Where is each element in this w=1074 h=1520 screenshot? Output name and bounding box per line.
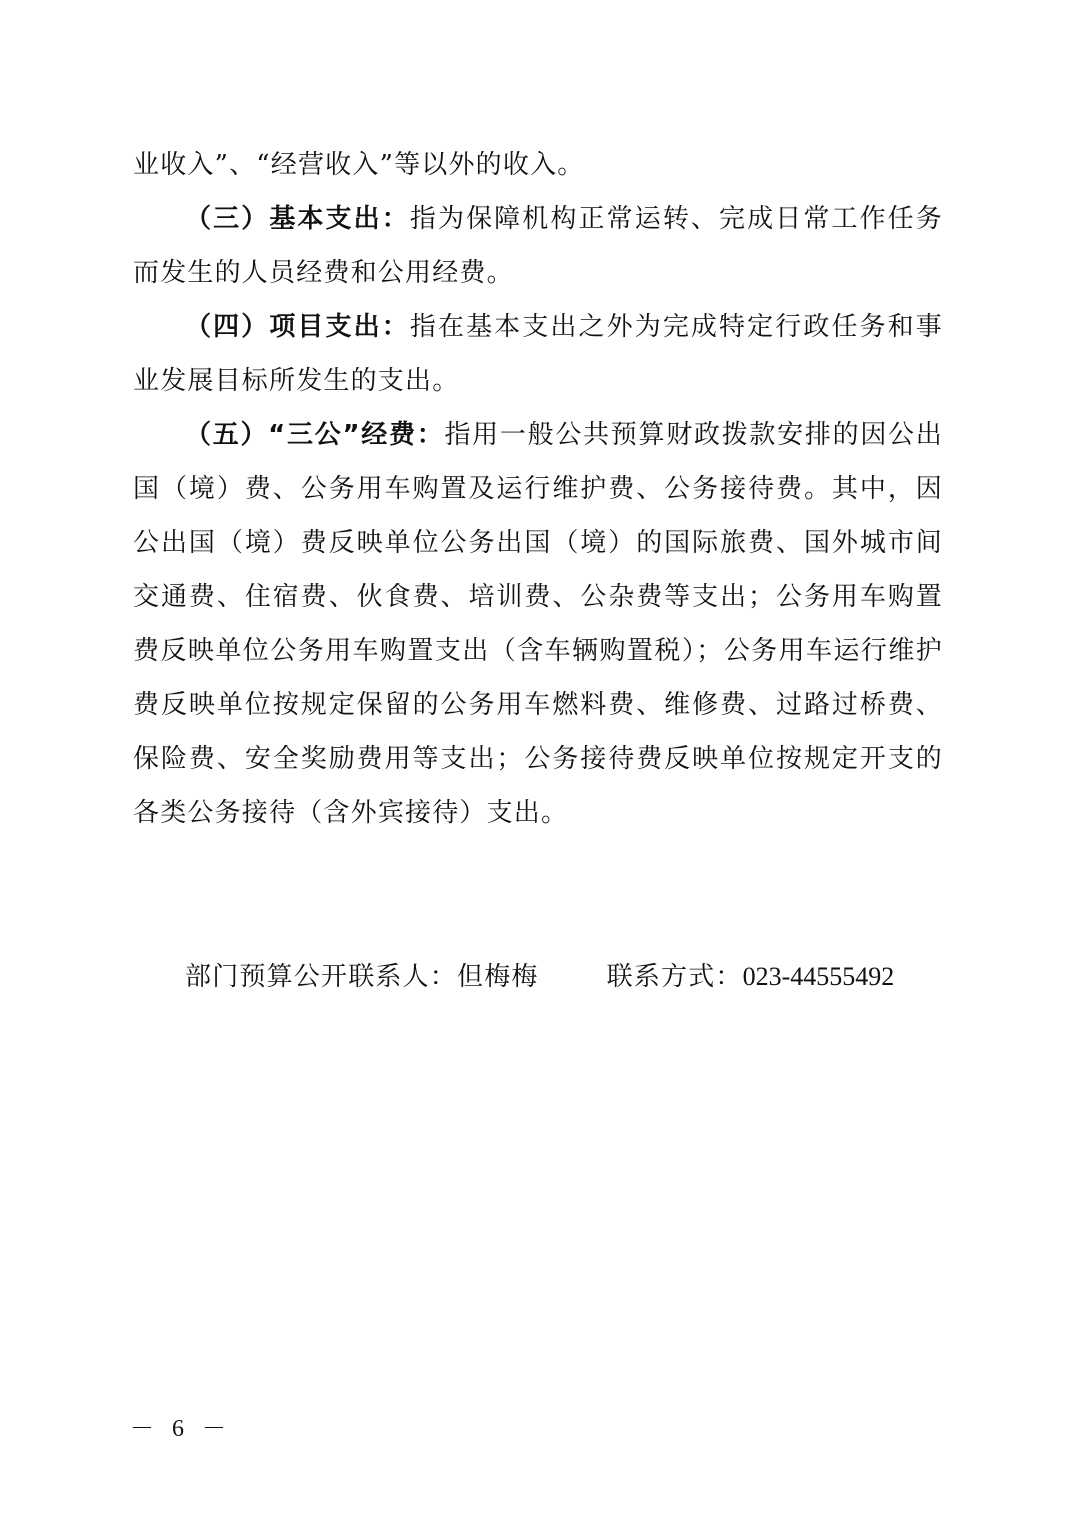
paragraph-continuation — [133, 138, 943, 192]
term-three-public: （五）“三公”经费： — [185, 420, 445, 450]
paragraph-project-expenditure — [133, 300, 943, 408]
paragraph-text: 指为保障机构正常运转、完成日常工作任务而发生的人员经费和公用经费。 — [133, 204, 943, 288]
contact-person-label: 部门预算公开联系人： — [185, 962, 458, 992]
paragraph-text: 业收入”、“经营收入”等以外的收入。 — [133, 150, 585, 180]
contact-person-name: 但梅梅 — [457, 962, 539, 992]
term-project-expenditure: （四）项目支出： — [185, 312, 410, 342]
document-body — [133, 138, 943, 840]
paragraph-three-public — [133, 408, 943, 840]
paragraph-text: 指在基本支出之外为完成特定行政任务和事业发展目标所发生的支出。 — [133, 312, 943, 396]
paragraph-text: 指用一般公共预算财政拨款安排的因公出国（境）费、公务用车购置及运行维护费、公务接待费。其中，因公出国（境）费反映单位公务出国（境）的国际旅费、国外城市间交通费、住宿费、伙食费、培训费、公杂费等支出；公务用车购置费反映单位公务用车购置支出（含车辆购置税）；公务用车运行维护费反映单位按规定保留的公务用车燃料费、维修费、过路过桥费、保险费、安全奖励费用等支出；公务接待费反映单位按规定开支的各类公务接待（含外宾接待）支出。 — [133, 420, 943, 828]
page-number: － 6 － — [130, 1416, 232, 1442]
contact-phone-number: 023-44555492 — [742, 962, 895, 991]
contact-phone-label: 联系方式： — [606, 962, 743, 992]
contact-line — [133, 950, 943, 1004]
term-basic-expenditure: （三）基本支出： — [185, 204, 410, 234]
paragraph-basic-expenditure — [133, 192, 943, 300]
